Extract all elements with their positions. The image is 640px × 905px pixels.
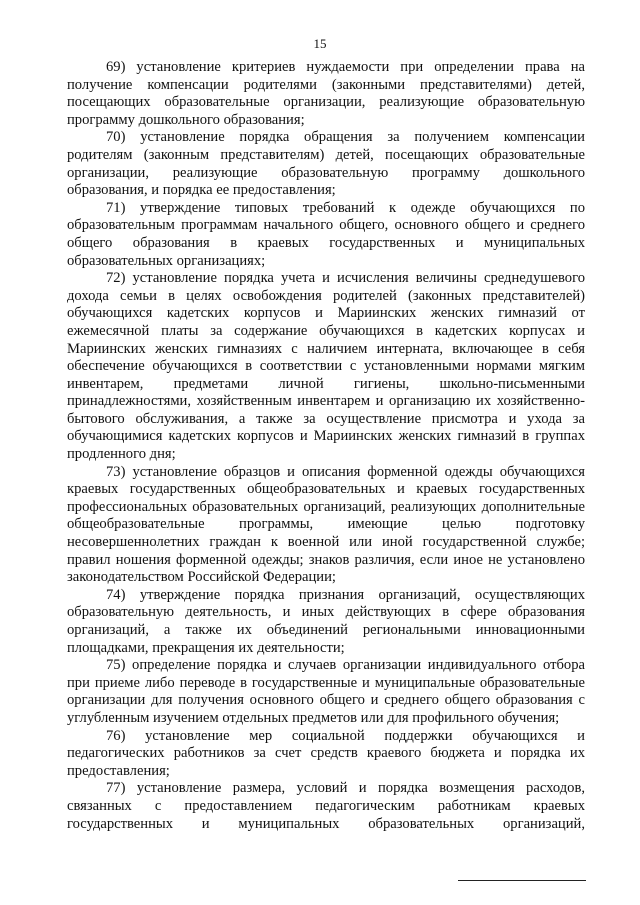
list-item-73: 73) установление образцов и описания форменной одежды обучающихся краевых государственных общеобразовательных и краевых государственных профессиональных образовательных организаций, реализующих дополнительные общеобразовательные программы, имеющие целью подготовку несовершеннолетних граждан к военной или иной государственной службе; правил ношения форменной одежды; знаков различия, если иное не установлено законодательством Российской Федерации; (67, 463, 585, 586)
page-number: 15 (313, 36, 327, 51)
list-item-76: 76) установление мер социальной поддержки обучающихся и педагогических работников за счет средств краевого бюджета и порядка их предоставления; (67, 727, 585, 779)
list-item-77: 77) установление размера, условий и порядка возмещения расходов, связанных с предоставлением педагогическим работникам краевых государственных и муниципальных образовательных организаций, (67, 780, 585, 832)
list-item-69: 69) установление критериев нуждаемости при определении права на получение компенсации родителями (законными представителями) детей, посещающих образовательные организации, реализующие образовательную программу дошкольного образования; (67, 59, 585, 128)
list-item-71: 71) утверждение типовых требований к одежде обучающихся по образовательным программам начального общего, основного общего и среднего общего образования в краевых государственных и муниципальных образовательных организациях; (67, 199, 585, 269)
list-item-72: 72) установление порядка учета и исчисления величины среднедушевого дохода семьи в целях освобождения родителей (законных представителей) обучающихся кадетских корпусов и Мариинских женских гимназий от ежемесячной платы за содержание обучающихся в кадетских корпусах и Мариинских женских гимназиях с наличием интерната, включающее в себя обеспечение обучающихся в соответствии с установленными нормами мягким инвентарем, предметами личной гигиены, школьно-письменными принадлежностями, хозяйственным инвентарем и организацию их хозяйственно-бытового обслуживания, а также за осуществление присмотра и ухода за обучающимися кадетских корпусов и Мариинских женских гимназий в группах продленного дня; (67, 270, 585, 463)
document-body (67, 59, 585, 833)
list-item-75: 75) определение порядка и случаев организации индивидуального отбора при приеме либо переводе в государственные и муниципальные образовательные организации для получения основного общего и среднего общего образования с углубленным изучением отдельных предметов или для профильного обучения; (67, 657, 585, 726)
footer-rule (458, 880, 586, 881)
list-item-70: 70) установление порядка обращения за получением компенсации родителям (законным представителям) детей, посещающих образовательные организации, реализующие образовательную программу дошкольного образования, и порядка ее предоставления; (67, 129, 585, 199)
list-item-74: 74) утверждение порядка признания организаций, осуществляющих образовательную деятельность, и иных действующих в сфере образования организаций, а также их объединений региональными инновационными площадками, прекращения их деятельности; (67, 586, 585, 656)
